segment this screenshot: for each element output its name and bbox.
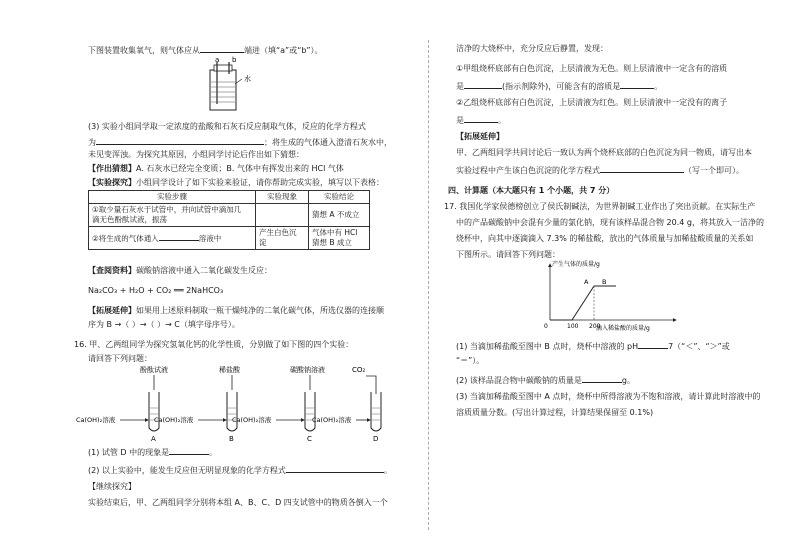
- text: 如果用上述原料制取一瓶干燥纯净的二氧化碳气体，所选仪器的连接顺: [136, 306, 384, 315]
- text: 碳酸钠溶液中通入二氧化碳发生反应：: [136, 266, 272, 275]
- x-axis-label: 滴入稀盐酸的质量/g: [596, 325, 650, 332]
- explore-line: [88, 178, 384, 188]
- q17-line: 烧杯中，向其中逐滴滴入 7.3% 的稀盐酸，放出的气体质量与加稀盐酸质量的关系如: [456, 234, 754, 243]
- x-tick-label: 100: [567, 323, 579, 330]
- q16-prompt: 请回答下列问题：: [88, 354, 152, 363]
- text-line: ②乙组烧杯底部有白色沉淀，上层清液为红色。则上层清液中一定没有的离子: [456, 98, 728, 107]
- q16-title: 16. 甲、乙两组同学为探究氢氧化钙的化学性质，分别做了如下图的四个实验：: [74, 340, 354, 349]
- q16-1-line: (1) 试管 D 中的现象是 。: [88, 448, 218, 457]
- solution-label: Ca(OH)₂溶液: [76, 416, 116, 424]
- tube-label: C: [307, 435, 312, 442]
- chemical-equation: Na₂CO₃ + H₂O + CO₂ ══ 2NaHCO₃: [88, 286, 224, 295]
- gas-mass-chart: [536, 258, 686, 332]
- answer-blank[interactable]: [582, 374, 622, 383]
- guess-line: [88, 164, 344, 174]
- origin-label: 0: [544, 323, 548, 330]
- q17-2-line: (2) 该样品混合物中碳酸钠的质量是 g。: [456, 376, 635, 385]
- table-header: 实验结论: [309, 191, 370, 204]
- reagent-label: 酚酞试液: [140, 366, 168, 374]
- text-line: 甲、乙两组同学共同讨论后一致认为两个烧杯底部的白色沉淀为同一物质，请写出本: [456, 148, 752, 157]
- tube-label: B: [229, 435, 234, 442]
- tube-label: A: [151, 435, 156, 442]
- text: (2) 以上实验中，能发生反应但无明显现象的化学方程式: [88, 466, 286, 475]
- answer-blank[interactable]: [620, 80, 654, 89]
- ext-line: 序为 B →（ ）→（ ）→ C（填字母序号）。: [88, 320, 240, 329]
- text: 端进（填“a”或“b”）。: [244, 46, 323, 55]
- y-axis-label: 产生气体的质量/g: [552, 261, 600, 268]
- port-a-label: a: [215, 56, 220, 64]
- answer-blank[interactable]: [169, 446, 209, 455]
- solution-label: Ca(OH)₂溶液: [312, 416, 352, 424]
- section-label: 【作出猜想】: [88, 164, 136, 173]
- table-header-row: [89, 191, 370, 204]
- section-label: 【继续探究】: [88, 482, 136, 491]
- table-row: [89, 227, 370, 250]
- point-label-b: B: [602, 278, 607, 286]
- text-line: 实验过程中产生该白色沉淀的化学方程式 （写一个即可）。: [456, 166, 744, 175]
- x-tick-label: 200: [589, 323, 601, 330]
- section-label: 【查阅资料】: [88, 266, 136, 275]
- text: 小组同学设计了如下实验来验证，请你帮助完成实验，填写以下表格：: [136, 178, 384, 187]
- section-label: 【拓展延伸】: [88, 306, 136, 315]
- text: 下图装置收集氧气，则气体应从: [88, 46, 200, 55]
- table-cell: 产生白色沉 淀: [256, 227, 309, 250]
- answer-blank[interactable]: [286, 464, 384, 473]
- text-line: 是 (指示剂除外)，可能含有的溶质是 。: [456, 82, 663, 91]
- test-tube-b: [227, 392, 237, 431]
- q3-equation-line: [88, 136, 392, 148]
- test-tube-d: [371, 392, 381, 431]
- solution-label: Ca(OH)₂溶液: [154, 416, 194, 424]
- section-heading: 四、计算题（本大题只有 1 个小题，共 7 分）: [448, 186, 615, 195]
- q3-line: 未见变浑浊。为探究其原因，小组同学讨论后作出如下猜想：: [88, 150, 304, 159]
- equation-blank[interactable]: [96, 136, 264, 145]
- table-header: 实验现象: [256, 191, 309, 204]
- table-cell: ②将生成的气体通入 溶液中: [89, 227, 256, 250]
- table-cell: 气体中有 HCl 猜想 B 成立: [309, 227, 370, 250]
- tube-label: D: [373, 435, 379, 442]
- test-tube-a: [149, 392, 159, 431]
- table-cell: 猜想 A 不成立: [309, 204, 370, 227]
- solution-label: Ca(OH)₂溶液: [232, 416, 272, 424]
- q3-line: (3) 实验小组同学取一定浓度的盐酸和石灰石反应制取气体，反应的化学方程式: [88, 122, 366, 131]
- experiment-table: [88, 190, 370, 250]
- text-line: 是 。: [456, 116, 506, 125]
- cont-line: 实验结束后，甲、乙两组同学分别将本组 A、B、C、D 四支试管中的物质各倒入一个: [88, 498, 388, 507]
- reagent-label: CO₂: [352, 366, 366, 374]
- table-header: 实验步骤: [89, 191, 256, 204]
- answer-blank[interactable]: [200, 44, 244, 53]
- q17-1-line: “＝”）。: [456, 356, 485, 365]
- reagent-label: 碳酸钠溶液: [290, 366, 325, 374]
- ext-line: [88, 306, 384, 316]
- consult-line: [88, 266, 272, 276]
- text-line: 洁净的大烧杯中，充分反应后静置，发现：: [456, 44, 608, 53]
- answer-blank[interactable]: [464, 80, 502, 89]
- text: 为: [88, 138, 96, 147]
- water-label: 水: [244, 75, 251, 83]
- text: ；将生成的气体通入澄清石灰水中，: [264, 138, 392, 147]
- q17-line: 17. 我国化学家侯德榜创立了侯氏制碱法，为世界制碱工业作出了突出贡献。在实际生产: [444, 202, 756, 211]
- table-cell: ①取少量石灰水于试管中，并向试管中滴加几 滴无色酚酞试液，振荡: [89, 204, 256, 227]
- column-divider: [428, 40, 429, 530]
- text: (1) 试管 D 中的现象是: [88, 448, 170, 457]
- test-tube-diagram: [76, 364, 406, 442]
- port-b-label: b: [232, 56, 237, 64]
- series-line: [550, 286, 594, 320]
- q17-3-line: (3) 当滴加稀盐酸至图中 A 点时，烧杯中所得溶液为不饱和溶液，请计算此时溶液中的: [456, 392, 761, 401]
- q17-line: 下图所示。请回答下列问题：: [456, 250, 560, 259]
- answer-blank[interactable]: [638, 340, 668, 349]
- reagent-label: 稀盐酸: [219, 366, 240, 374]
- q17-line: 中的产品碳酸钠中会混有少量的氯化钠，现有该样品混合物 20.4 g，将其放入一洁净的: [456, 218, 764, 227]
- text-line: ①甲组烧杯底部有白色沉淀，上层清液为无色。则上层清液中一定含有的溶质: [456, 64, 728, 73]
- water-lines: [211, 82, 235, 102]
- table-row: [89, 204, 370, 227]
- gas-bottle-diagram: [206, 54, 286, 114]
- q16-2-line: (2) 以上实验中，能发生反应但无明显现象的化学方程式 。: [88, 466, 392, 475]
- point-label-a: A: [584, 278, 589, 286]
- section-label: 【实验探究】: [88, 178, 136, 187]
- q17-1-line: (1) 当滴加稀盐酸至图中 B 点时，烧杯中溶液的 pH 7（“＜”、“＞”或: [456, 342, 730, 351]
- bottle-body: [210, 70, 236, 110]
- q17-3-line: 溶质质量分数。(写出计算过程，计算结果保留至 0.1%): [456, 408, 654, 417]
- table-cell-blank[interactable]: [256, 204, 309, 227]
- answer-blank[interactable]: [464, 114, 498, 123]
- text: A. 石灰水已经完全变质；B. 气体中有挥发出来的 HCl 气体: [136, 164, 344, 173]
- section-label: 【拓展延伸】: [456, 132, 504, 141]
- answer-blank[interactable]: [159, 232, 199, 241]
- answer-blank[interactable]: [600, 164, 684, 173]
- test-tube-c: [305, 392, 315, 431]
